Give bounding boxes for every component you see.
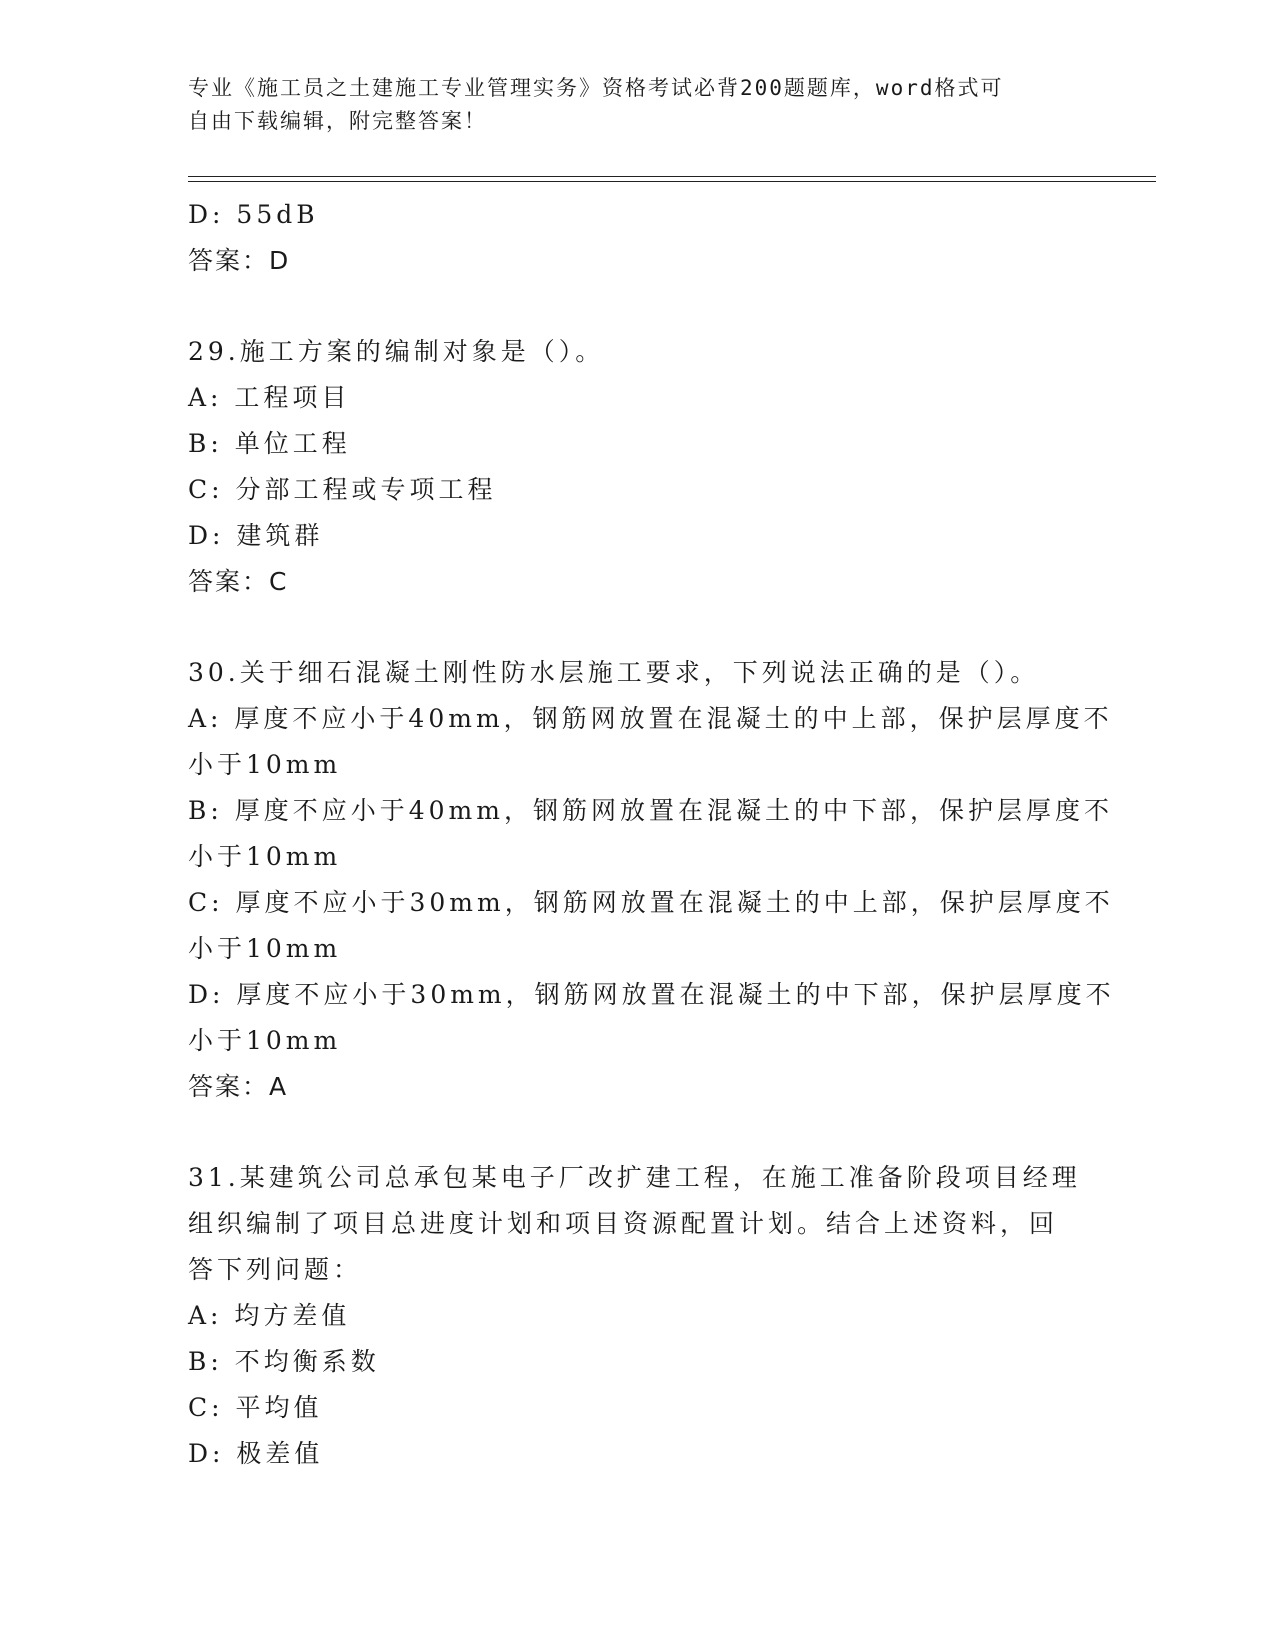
page-header (188, 72, 1068, 138)
option-a: A: 厚度不应小于40mm，钢筋网放置在混凝土的中上部，保护层厚度不 (188, 704, 1113, 733)
prev-option-d: D: 55dB (188, 200, 319, 229)
option-b: B: 单位工程 (188, 429, 351, 458)
option-c-continued: 小于10mm (188, 934, 342, 963)
question-content (188, 192, 1115, 1477)
question-30 (188, 650, 1115, 1110)
option-b: B: 不均衡系数 (188, 1347, 380, 1376)
question-stem: 31.某建筑公司总承包某电子厂改扩建工程，在施工准备阶段项目经理 (188, 1163, 1081, 1192)
prev-answer: 答案：D (188, 246, 291, 275)
answer: 答案：A (188, 1072, 289, 1101)
option-b-continued: 小于10mm (188, 842, 342, 871)
option-d: D: 建筑群 (188, 521, 324, 550)
answer: 答案：C (188, 567, 289, 596)
option-d: D: 极差值 (188, 1439, 324, 1468)
question-31 (188, 1155, 1108, 1477)
option-d: D: 厚度不应小于30mm，钢筋网放置在混凝土的中下部，保护层厚度不 (188, 980, 1115, 1009)
option-d-continued: 小于10mm (188, 1026, 342, 1055)
question-stem-continued: 组织编制了项目总进度计划和项目资源配置计划。结合上述资料，回 (188, 1209, 1059, 1238)
header-title-line-2: 自由下载编辑，附完整答案！ (188, 109, 487, 133)
header-divider-top (188, 176, 1156, 177)
option-a: A: 均方差值 (188, 1301, 351, 1330)
question-stem-continued: 答下列问题： (188, 1255, 363, 1284)
question-stem: 30.关于细石混凝土刚性防水层施工要求，下列说法正确的是（）。 (188, 658, 1040, 687)
header-divider-bottom (188, 181, 1156, 182)
question-29 (188, 329, 1108, 605)
option-a: A: 工程项目 (188, 383, 351, 412)
option-c: C: 平均值 (188, 1393, 323, 1422)
option-a-continued: 小于10mm (188, 750, 342, 779)
option-c: C: 分部工程或专项工程 (188, 475, 497, 504)
option-b: B: 厚度不应小于40mm，钢筋网放置在混凝土的中下部，保护层厚度不 (188, 796, 1113, 825)
question-stem: 29.施工方案的编制对象是（）。 (188, 337, 605, 366)
header-title-line-1: 专业《施工员之土建施工专业管理实务》资格考试必背200题题库，word格式可 (188, 76, 1004, 100)
option-c: C: 厚度不应小于30mm，钢筋网放置在混凝土的中上部，保护层厚度不 (188, 888, 1114, 917)
